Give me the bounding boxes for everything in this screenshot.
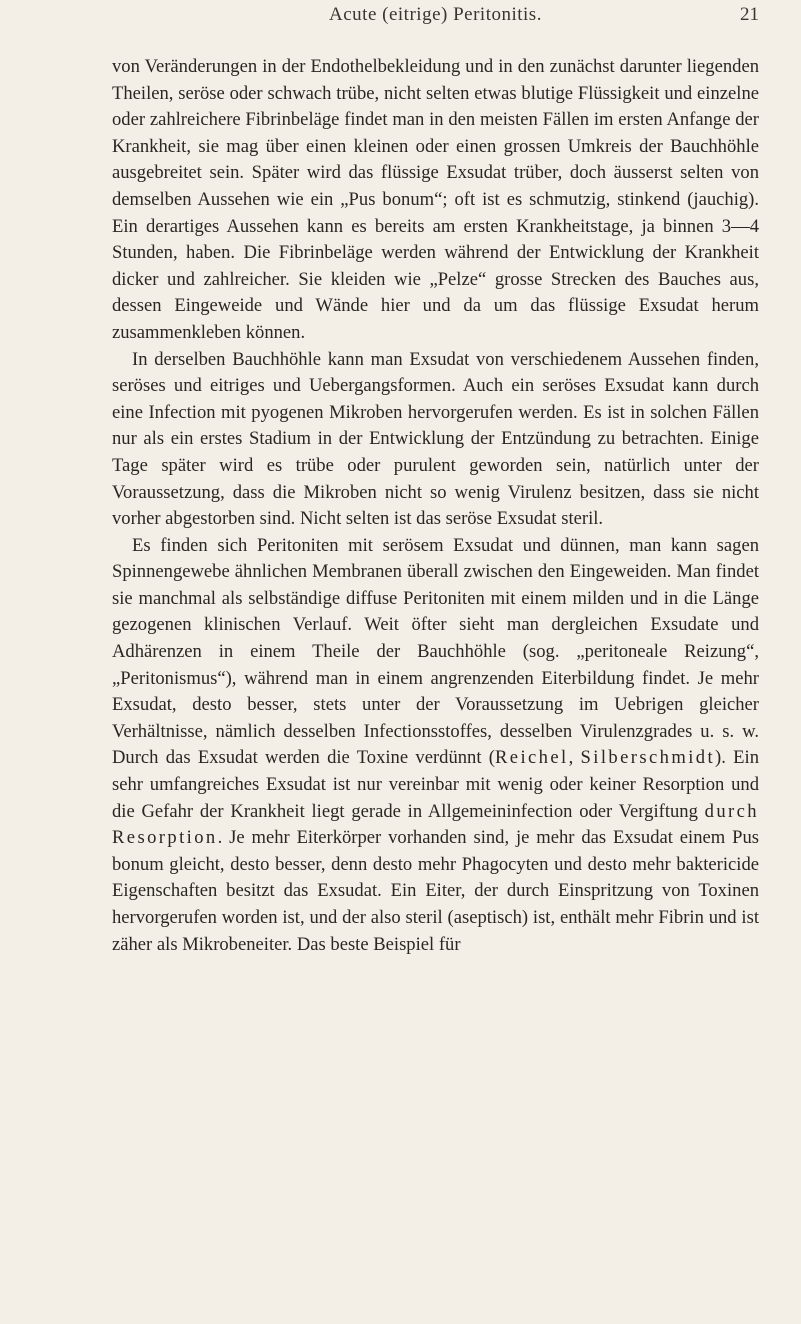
body-text <box>112 54 759 958</box>
author-name-reichel: Reichel <box>495 747 569 769</box>
paragraph-2-text: In derselben Bauchhöhle kann man Exsudat von verschiedenem Aussehen finden, seröses und eitriges und Uebergangsformen. Auch ein seröses Exsudat kann durch eine Infection mit pyogenen Mikroben hervorgerufen werden. Es ist in solchen Fällen nur als ein erstes Stadium in der Entwicklung der Entzündung zu betrachten. Einige Tage später wird es trübe oder purulent geworden sein, natürlich unter der Voraussetzung, dass die Mikroben nicht so wenig Virulenz besitzen, dass sie nicht vorher abgestorben sind. Nicht selten ist das seröse Exsudat steril. <box>112 348 759 530</box>
paragraph-3-text-c: . Je mehr Eiterkörper vorhanden sind, je mehr das Exsudat einem Pus bonum gleicht, desto besser, denn desto mehr Phagocyten und desto mehr baktericide Eigenschaften besitzt das Exsudat. Ein Eiter, der durch Einspritzung von Toxinen hervorgerufen worden ist, und der also steril (aseptisch) ist, enthält mehr Fibrin und ist zäher als Mikrobeneiter. Das beste Beispiel für <box>112 827 759 955</box>
paragraph-3 <box>112 533 759 959</box>
paragraph-1-text: von Veränderungen in der Endothelbekleidung und in den zunächst darunter liegenden Theilen, seröse oder schwach trübe, nicht selten etwas blutige Flüssigkeit und einzelne oder zahlreichere Fibrinbeläge findet man in den meisten Fällen im ersten Anfange der Krankheit, sie mag über einen kleinen oder einen grossen Umkreis der Bauchhöhle ausgebreitet sein. Später wird das flüssige Exsudat trüber, doch äusserst selten von demselben Aussehen wie ein „Pus bonum“; oft ist es schmutzig, stinkend (jauchig). Ein derartiges Aussehen kann es bereits am ersten Krankheitstage, ja binnen 3—4 Stunden, haben. Die Fibrinbeläge werden während der Entwicklung der Krankheit dicker und zahlreicher. Sie kleiden wie „Pelze“ grosse Strecken des Bauches aus, dessen Eingeweide und Wände hier und da um das flüssige Exsudat herum zusammenkleben können. <box>112 56 759 343</box>
paragraph-3-separator: , <box>568 747 581 769</box>
paragraph-3-text-a: Es finden sich Peritoniten mit serösem Exsudat und dünnen, man kann sagen Spinnengewebe ähnlichen Membranen überall zwischen den Eingeweiden. Man findet sie manchmal als selbständige diffuse Peritoniten mit einem milden und in die Länge gezogenen klinischen Verlauf. Weit öfter sieht man dergleichen Exsudate und Adhärenzen in einem Theile der Bauchhöhle (sog. „peritoneale Reizung“, „Peritonismus“), während man in einem angrenzenden Eiterbildung findet. Je mehr Exsudat, desto besser, stets unter der Voraussetzung im Uebrigen gleicher Verhältnisse, nämlich desselben Infectionsstoffes, desselben Virulenzgrades u. s. w. Durch das Exsudat werden die Toxine verdünnt ( <box>112 534 759 769</box>
running-title: Acute (eitrige) Peritonitis. <box>329 4 542 25</box>
page-number: 21 <box>740 4 759 25</box>
paragraph-3-text-b: ). Ein sehr umfangreiches Exsudat ist nur vereinbar mit wenig oder keiner Resorption und die Gefahr der Krankheit liegt gerade in Allgemeininfection oder Vergiftung <box>112 747 760 822</box>
emphasis-durch-resorption: durch Resorption <box>112 800 759 849</box>
author-name-silberschmidt: Silberschmidt <box>580 747 716 769</box>
paragraph-1 <box>112 54 759 347</box>
page-header <box>112 0 759 44</box>
paragraph-2 <box>112 347 759 533</box>
